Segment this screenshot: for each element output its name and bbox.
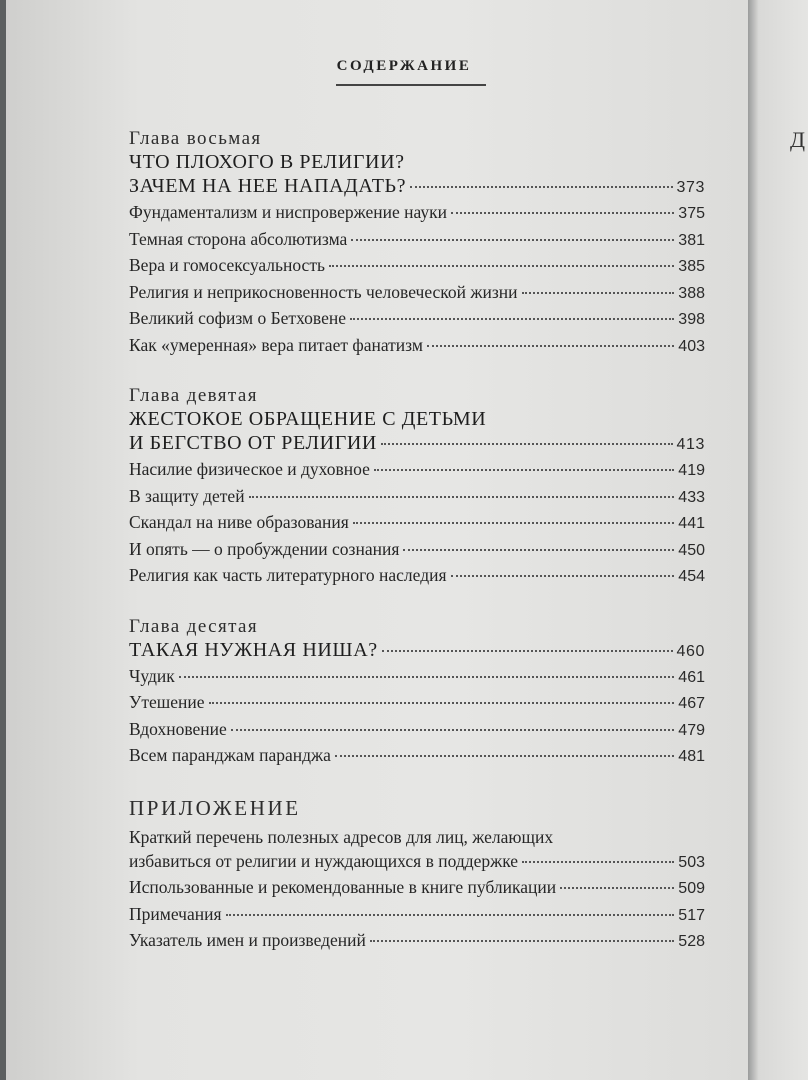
leader-dots (179, 676, 675, 678)
entry-text: Вдохновение (129, 718, 227, 739)
toc-entry[interactable] (129, 717, 705, 744)
chapter-10 (129, 616, 705, 770)
page-number: 385 (678, 258, 705, 275)
page-number: 503 (678, 853, 705, 871)
entry-text: Использованные и рекомендованные в книге публикации (129, 877, 557, 897)
toc-entry[interactable] (129, 537, 705, 564)
page-number: 373 (676, 179, 705, 196)
page-number: 413 (676, 436, 705, 453)
leader-dots (209, 702, 675, 704)
chapter-title-row[interactable] (129, 431, 705, 457)
page-number: 481 (678, 748, 705, 765)
leader-dots (353, 522, 674, 524)
entry-text: Скандал на ниве образования (129, 512, 349, 532)
toc-entry[interactable] (129, 902, 705, 929)
leader-dots (410, 186, 672, 188)
page-number: 433 (678, 488, 705, 506)
page-number: 419 (678, 462, 705, 479)
leader-dots (403, 549, 674, 551)
chapter-label: Глава девятая (129, 385, 258, 406)
contents-header (0, 58, 808, 86)
entry-text-line: Краткий перечень полезных адресов для лиц, желающих (129, 826, 554, 847)
toc-entry[interactable] (129, 457, 705, 484)
leader-dots (370, 940, 674, 942)
next-page-edge (748, 0, 808, 1080)
toc-entry[interactable] (129, 690, 705, 717)
entry-text: Примечания (129, 903, 222, 924)
toc-entry[interactable] (129, 875, 705, 902)
entry-text: Утешение (129, 692, 205, 712)
page-number: 441 (678, 515, 705, 532)
toc-entry (129, 849, 705, 876)
chapter-title-text: ТАКАЯ НУЖНАЯ НИША? (129, 638, 378, 661)
toc-entry-multiline[interactable] (129, 825, 705, 876)
page-number: 450 (678, 541, 705, 559)
entry-text: Насилие физическое и духовное (129, 459, 370, 479)
contents-title: СОДЕРЖАНИЕ (336, 58, 472, 74)
leader-dots (351, 239, 674, 241)
entry-text: Религия как часть литературного наследия (129, 565, 447, 585)
leader-dots (522, 861, 674, 863)
toc-entry[interactable] (129, 743, 705, 770)
appendix-heading: ПРИЛОЖЕНИЕ (129, 795, 301, 820)
entry-text: Религия и неприкосновенность человеческой жизни (129, 281, 518, 302)
chapter-title-line: ЖЕСТОКОЕ ОБРАЩЕНИЕ С ДЕТЬМИ (129, 408, 487, 430)
leader-dots (522, 292, 675, 294)
leader-dots (350, 318, 674, 320)
page-number: 517 (678, 906, 705, 924)
leader-dots (226, 914, 675, 916)
entry-text: Фундаментализм и ниспровержение науки (129, 202, 447, 222)
leader-dots (329, 265, 674, 267)
leader-dots (382, 650, 673, 652)
title-underline (336, 84, 486, 86)
leader-dots (451, 575, 675, 577)
page-number: 528 (678, 933, 705, 950)
entry-text: Всем паранджам паранджа (129, 745, 331, 765)
page-number: 460 (676, 642, 705, 660)
chapter-label: Глава восьмая (129, 128, 262, 149)
toc-entry[interactable] (129, 664, 705, 691)
page-number: 509 (678, 880, 705, 897)
entry-text: Чудик (129, 665, 175, 686)
toc-entry[interactable] (129, 253, 705, 280)
leader-dots (451, 212, 674, 214)
page-number: 403 (678, 337, 705, 355)
page-number: 381 (678, 231, 705, 249)
leader-dots (231, 729, 675, 731)
entry-text: Указатель имен и произведений (129, 930, 366, 950)
toc-entry[interactable] (129, 510, 705, 537)
chapter-title-row[interactable] (129, 174, 705, 200)
chapter-9 (129, 385, 705, 590)
next-page-letter: Д (790, 127, 806, 152)
toc-entry[interactable] (129, 280, 705, 307)
entry-text: В защиту детей (129, 485, 245, 506)
leader-dots (335, 755, 674, 757)
toc-entry[interactable] (129, 333, 705, 360)
chapter-title-row[interactable] (129, 638, 705, 664)
toc-entry[interactable] (129, 563, 705, 590)
page-number: 388 (678, 284, 705, 302)
chapter-8 (129, 128, 705, 359)
page-number: 479 (678, 721, 705, 739)
page-number: 467 (678, 695, 705, 712)
toc-entry[interactable] (129, 200, 705, 227)
appendix (129, 796, 705, 955)
leader-dots (249, 496, 675, 498)
entry-text: Вера и гомосексуальность (129, 255, 325, 275)
entry-text: И опять — о пробуждении сознания (129, 538, 400, 559)
table-of-contents (129, 128, 705, 955)
page-number: 398 (678, 311, 705, 328)
leader-dots (560, 887, 674, 889)
entry-text: Великий софизм о Бетховене (129, 308, 346, 328)
leader-dots (381, 443, 673, 445)
leader-dots (374, 469, 674, 471)
toc-entry[interactable] (129, 306, 705, 333)
entry-text: Как «умеренная» вера питает фанатизм (129, 334, 423, 355)
toc-entry[interactable] (129, 484, 705, 511)
page-number: 375 (678, 205, 705, 222)
page-number: 454 (678, 568, 705, 585)
entry-text: Темная сторона абсолютизма (129, 228, 348, 249)
toc-entry[interactable] (129, 227, 705, 254)
toc-entry[interactable] (129, 928, 705, 955)
page-number: 461 (678, 668, 705, 686)
entry-text: избавиться от религии и нуждающихся в поддержке (129, 850, 519, 871)
chapter-title-line: ЧТО ПЛОХОГО В РЕЛИГИИ? (129, 151, 405, 173)
chapter-title-text: И БЕГСТВО ОТ РЕЛИГИИ (129, 432, 377, 454)
leader-dots (427, 345, 674, 347)
chapter-title-text: ЗАЧЕМ НА НЕЕ НАПАДАТЬ? (129, 175, 407, 197)
chapter-label: Глава десятая (129, 615, 259, 637)
